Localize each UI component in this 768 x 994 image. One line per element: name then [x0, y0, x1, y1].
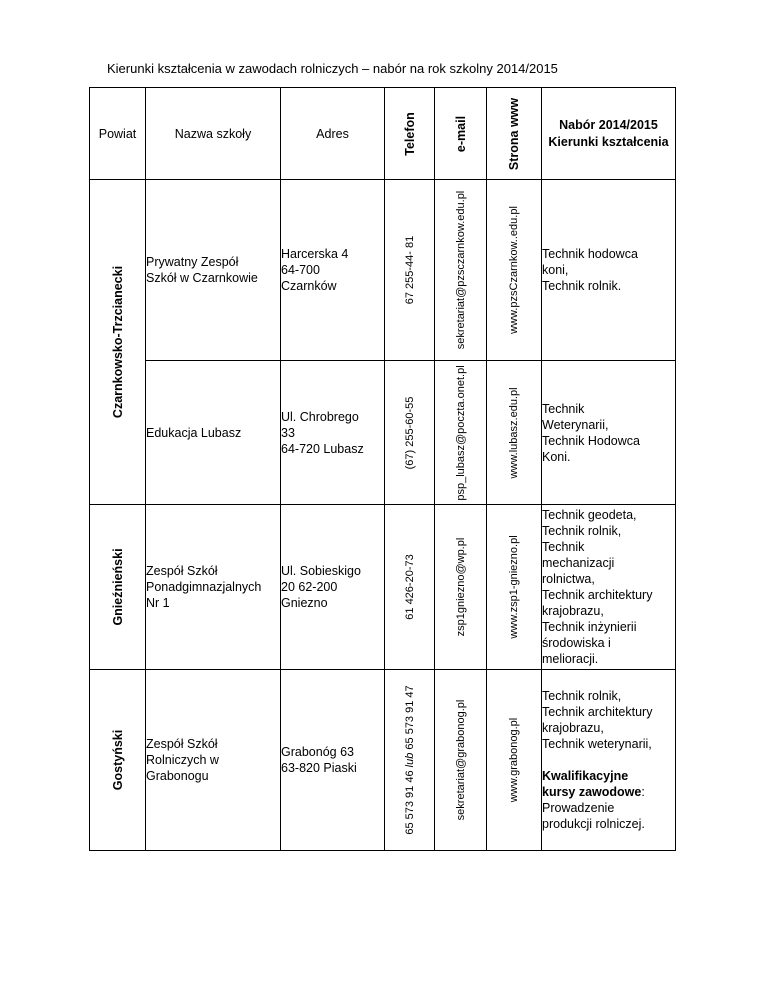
kwalifikacyjne-subheading: [542, 784, 675, 800]
header-www-label: Strona www: [507, 97, 521, 170]
kierunek-line: Weterynarii,: [542, 417, 609, 432]
kierunek-line: Koni.: [542, 449, 571, 464]
kierunek-line: Technik Hodowca: [542, 433, 640, 448]
school-name-cell: [146, 670, 281, 851]
powiat-label: Gnieźnieński: [110, 548, 125, 626]
schools-table: [89, 87, 676, 851]
phone-value: [402, 685, 418, 834]
school-name-cell: [146, 361, 281, 505]
address-cell: [281, 180, 385, 361]
phone-lub: lub: [403, 752, 416, 768]
www-value: www.pzsCzarnkow..edu.pl: [508, 206, 520, 334]
kierunki-cell: [542, 180, 676, 361]
phone-cell: [385, 361, 435, 505]
www-value: www.lubasz.edu.pl: [508, 386, 520, 479]
address-line: Ul. Chrobrego: [281, 409, 359, 424]
table-row: [90, 361, 676, 505]
address-line: Ul. Sobieskigo: [281, 564, 361, 578]
header-telefon: [385, 88, 435, 180]
school-name-line: Nr 1: [146, 596, 170, 610]
kierunek-line: Technik architektury: [542, 705, 653, 719]
school-name-line: Edukacja Lubasz: [146, 425, 242, 440]
kierunki-cell: [542, 505, 676, 670]
www-cell: [487, 361, 542, 505]
phone-part-1: 65 573 91 46: [403, 770, 416, 835]
address-cell: [281, 361, 385, 505]
phone-cell: [385, 180, 435, 361]
kierunek-line: Technik rolnik,: [542, 689, 622, 703]
school-name-line: Szkół w Czarnkowie: [146, 271, 258, 285]
kierunek-line: Technik inżynierii: [542, 620, 637, 634]
email-cell: [435, 180, 487, 361]
address-line: 33: [281, 425, 295, 440]
school-name-cell: [146, 180, 281, 361]
phone-value: 61 426-20-73: [403, 554, 416, 620]
address-line: Grabonóg 63: [281, 745, 354, 759]
kierunek-line: Technik geodeta,: [542, 508, 637, 522]
address-line: Harcerska 4: [281, 247, 349, 261]
address-line: Czarnków: [281, 279, 337, 293]
phone-cell: [385, 670, 435, 851]
kierunek-line: środowiska i: [542, 636, 611, 650]
kierunek-line: melioracji.: [542, 652, 599, 666]
school-name-line: Prywatny Zespół: [146, 255, 239, 269]
header-nazwa: Nazwa szkoły: [146, 88, 281, 180]
www-cell: [487, 180, 542, 361]
school-name-line: Zespół Szkół: [146, 564, 218, 578]
table-row: [90, 180, 676, 361]
address-line: Gniezno: [281, 596, 328, 610]
powiat-label: Gostyński: [110, 729, 125, 791]
powiat-cell: [90, 180, 146, 505]
powiat-cell: [90, 670, 146, 851]
email-cell: [435, 670, 487, 851]
kierunek-line: krajobrazu,: [542, 604, 604, 618]
email-value: zsp1gniezno@wp.pl: [454, 537, 467, 637]
kursy-label: kursy zawodowe: [542, 785, 642, 799]
header-nabor-line1: Nabór 2014/2015: [559, 117, 658, 132]
kierunek-line: Technik hodowca: [542, 247, 638, 261]
kierunek-line: Technik architektury: [542, 588, 653, 602]
kierunki-cell: [542, 670, 676, 851]
email-value: sekretariat@pzsczarnkow.edu.pl: [454, 190, 467, 350]
kierunek-line: Technik rolnik.: [542, 279, 622, 293]
www-value: www.zsp1-gniezno.pl: [508, 535, 520, 639]
phone-value: (67) 255-60-55: [403, 396, 416, 469]
school-name-line: Zespół Szkół: [146, 737, 218, 751]
kurs-line: Prowadzenie: [542, 801, 615, 815]
www-value: www.grabonog.pl: [508, 717, 520, 803]
powiat-cell: [90, 505, 146, 670]
table-row: [90, 505, 676, 670]
kursy-colon: :: [641, 785, 645, 799]
kierunek-line: mechanizacji: [542, 556, 615, 570]
school-name-line: Grabonogu: [146, 769, 209, 783]
address-line: 20 62-200: [281, 580, 338, 594]
email-value: sekretariat@grabonog.pl: [454, 699, 467, 821]
phone-cell: [385, 505, 435, 670]
kierunek-line: Technik: [542, 401, 585, 416]
www-cell: [487, 670, 542, 851]
powiat-label: Czarnkowsko-Trzcianecki: [110, 265, 125, 419]
header-telefon-label: Telefon: [402, 111, 417, 156]
school-name-line: Ponadgimnazjalnych: [146, 580, 262, 594]
kierunek-line: krajobrazu,: [542, 721, 604, 735]
header-row: [90, 88, 676, 180]
address-line: 64-720 Lubasz: [281, 441, 364, 456]
kierunek-line: Technik: [542, 540, 585, 554]
phone-part-2: 65 573 91 47: [403, 685, 416, 750]
kierunek-line: Technik weterynarii,: [542, 737, 652, 751]
table-row: [90, 670, 676, 851]
header-adres: Adres: [281, 88, 385, 180]
email-cell: [435, 361, 487, 505]
header-nabor: [542, 88, 676, 180]
document-title: Kierunki kształcenia w zawodach rolniczych – nabór na rok szkolny 2014/2015: [107, 61, 558, 76]
kierunek-line: Technik rolnik,: [542, 524, 622, 538]
kwalifikacyjne-heading: Kwalifikacyjne: [542, 769, 629, 783]
phone-value: 67 255-44- 81: [403, 235, 416, 305]
kierunek-line: koni,: [542, 263, 569, 277]
email-value: psp_lubasz@poczta.onet.pl: [454, 364, 467, 501]
kierunki-cell: [542, 361, 676, 505]
header-www: [487, 88, 542, 180]
header-nabor-line2: Kierunki kształcenia: [548, 134, 669, 149]
www-cell: [487, 505, 542, 670]
address-cell: [281, 505, 385, 670]
header-powiat: Powiat: [90, 88, 146, 180]
header-email: [435, 88, 487, 180]
kierunek-line: rolnictwa,: [542, 572, 595, 586]
address-cell: [281, 670, 385, 851]
kurs-line: produkcji rolniczej.: [542, 817, 645, 831]
email-cell: [435, 505, 487, 670]
school-name-line: Rolniczych w: [146, 753, 219, 767]
address-line: 64-700: [281, 263, 320, 277]
school-name-cell: [146, 505, 281, 670]
header-email-label: e-mail: [453, 115, 468, 152]
address-line: 63-820 Piaski: [281, 761, 357, 775]
